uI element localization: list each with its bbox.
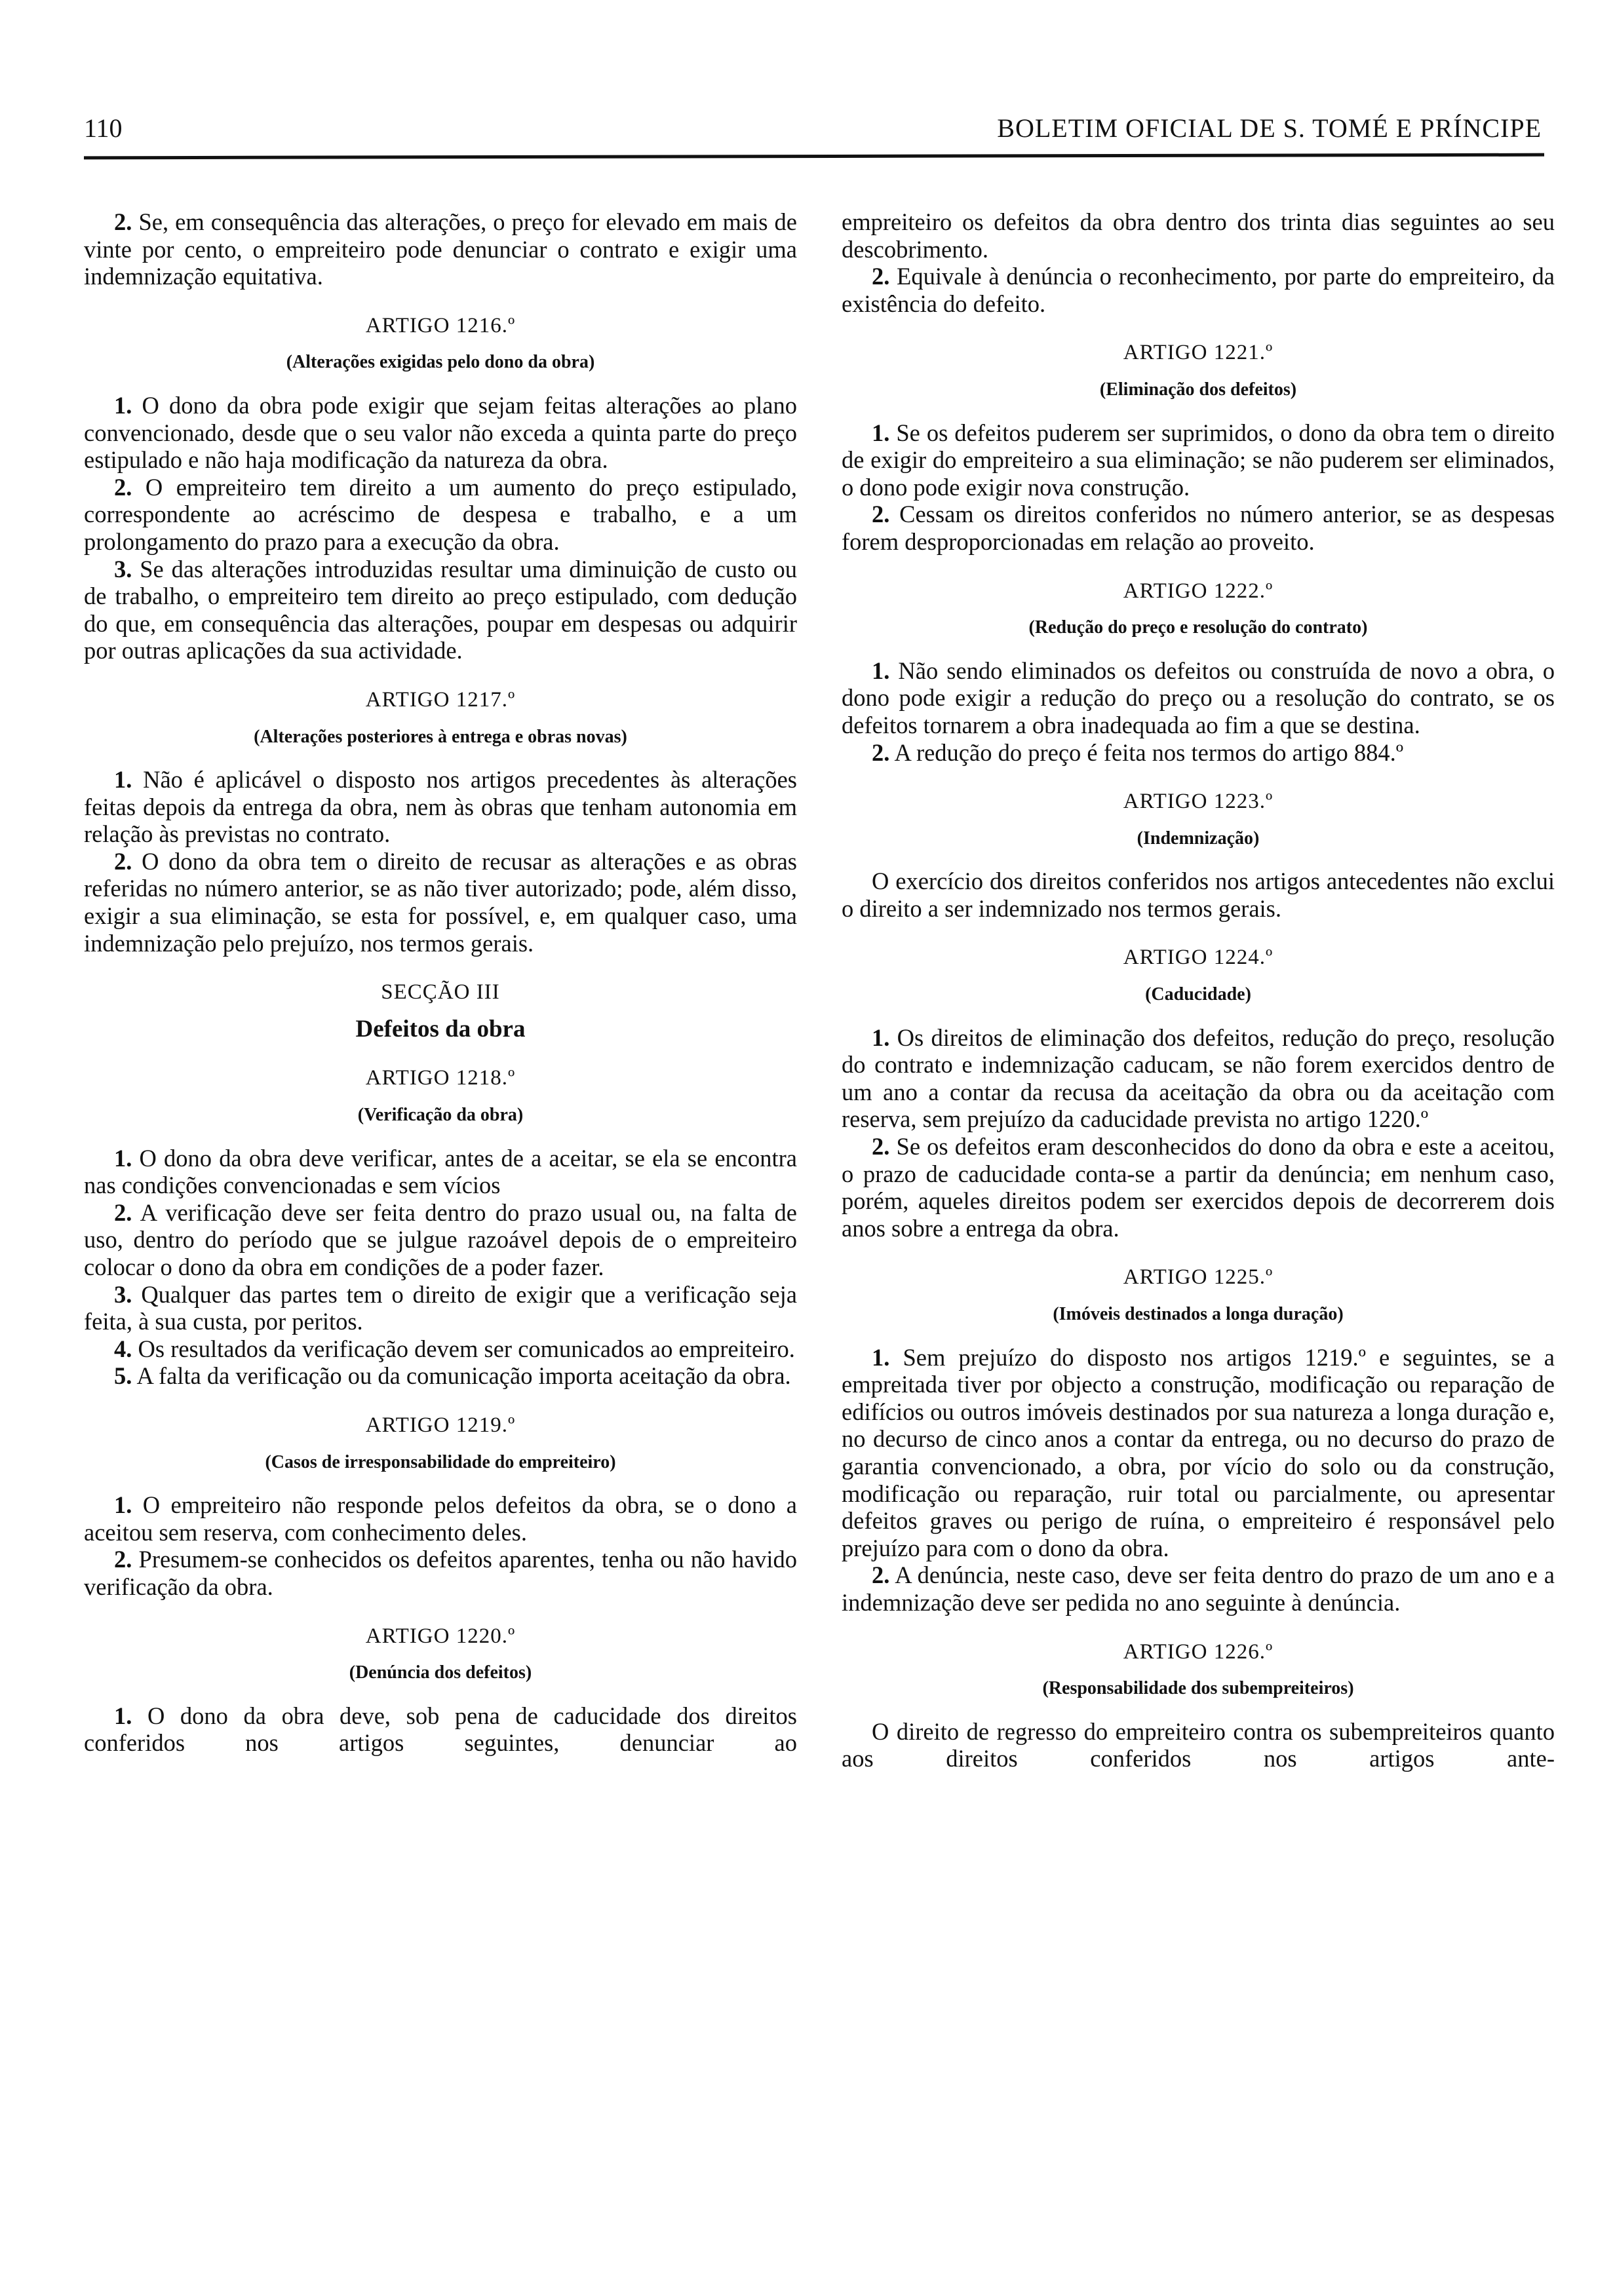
paragraph-text: A redução do preço é feita nos termos do artigo 884.º xyxy=(889,738,1404,766)
paragraph-number: 2. xyxy=(114,208,132,235)
paragraph-number: 4. xyxy=(114,1335,132,1362)
paragraph-number: 2. xyxy=(114,473,132,501)
paragraph-text: O direito de regresso do empreiteiro contra os subempreiteiros quanto aos direitos conferidos nos artigos ante- xyxy=(842,1717,1555,1772)
paragraph-text: O empreiteiro não responde pelos defeitos da obra, se o dono a aceitou sem reserva, com conhecimento deles. xyxy=(84,1491,797,1546)
article-title: (Denúncia dos defeitos) xyxy=(349,1662,532,1683)
paragraph xyxy=(84,1199,797,1281)
paragraph xyxy=(84,766,797,848)
paragraph-text: Se, em consequência das alterações, o preço for elevado em mais de vinte por cento, o empreiteiro pode denunciar o contrato e exigir uma indemnização equitativa. xyxy=(84,208,797,290)
paragraph xyxy=(84,208,797,290)
paragraph-text: empreiteiro os defeitos da obra dentro dos trinta dias seguintes ao seu descobrimento. xyxy=(842,208,1555,263)
paragraph xyxy=(842,1344,1555,1562)
paragraph xyxy=(842,868,1555,922)
paragraph-text: A denúncia, neste caso, deve ser feita dentro do prazo de um ano e a indemnização deve ser pedida no ano seguinte à denúncia. xyxy=(842,1561,1555,1616)
article-title: (Alterações posteriores à entrega e obras novas) xyxy=(254,726,627,747)
paragraph-number: 1. xyxy=(114,1144,132,1172)
paragraph-text: O dono da obra tem o direito de recusar as alterações e as obras referidas no número anterior, se as não tiver autorizado; pode, além disso, exigir a sua eliminação, se esta for possível, e, em qualquer caso, uma indemnização pelo prejuízo, nos termos gerais. xyxy=(84,847,797,957)
page-number: 110 xyxy=(84,113,123,143)
article-title: (Indemnização) xyxy=(1137,828,1260,849)
article-number: ARTIGO 1223.º xyxy=(1123,790,1274,814)
paragraph xyxy=(84,1145,797,1199)
paragraph xyxy=(842,1133,1555,1242)
paragraph-number: 1. xyxy=(872,657,890,684)
paragraph-number: 2. xyxy=(114,1198,132,1226)
paragraph-number: 1. xyxy=(872,1343,890,1371)
article-title: (Redução do preço e resolução do contrato) xyxy=(1028,617,1368,638)
paragraph-text: O dono da obra deve, sob pena de caducidade dos direitos conferidos nos artigos seguintes, denunciar ao xyxy=(84,1702,797,1757)
paragraph xyxy=(842,1561,1555,1616)
paragraph-number: 1. xyxy=(114,766,132,794)
paragraph-text: Se das alterações introduzidas resultar uma diminuição de custo ou de trabalho, o empreiteiro tem direito ao preço estipulado, com dedução do que, em consequência das alterações, poupar em despesas ou adquirir por outras aplicações da sua actividade. xyxy=(84,555,797,664)
paragraph-text: O empreiteiro tem direito a um aumento do preço estipulado, correspondente ao acréscimo de despesa e trabalho, e a um prolongamento do prazo para a execução da obra. xyxy=(84,473,797,555)
left-column xyxy=(84,208,797,1757)
paragraph-text: O dono da obra pode exigir que sejam feitas alterações ao plano convencionado, desde que o seu valor não exceda a quinta parte do preço estipulado e não haja modificação da natureza da obra. xyxy=(84,391,797,474)
article-number: ARTIGO 1219.º xyxy=(365,1413,516,1437)
paragraph-text: O exercício dos direitos conferidos nos artigos antecedentes não exclui o direito a ser indemnizado nos termos gerais. xyxy=(842,868,1555,922)
paragraph xyxy=(842,657,1555,739)
paragraph-text: Os resultados da verificação devem ser comunicados ao empreiteiro. xyxy=(132,1335,795,1362)
article-title: (Imóveis destinados a longa duração) xyxy=(1053,1304,1344,1324)
article-title: (Caducidade) xyxy=(1145,984,1251,1005)
paragraph-number: 2. xyxy=(872,501,890,528)
paragraph-text: Equivale à denúncia o reconhecimento, por parte do empreiteiro, da existência do defeito. xyxy=(842,263,1555,317)
paragraph-number: 2. xyxy=(872,738,890,766)
article-title: (Verificação da obra) xyxy=(357,1105,524,1126)
article-number: ARTIGO 1226.º xyxy=(1123,1639,1274,1664)
paragraph-number: 1. xyxy=(114,1491,132,1519)
paragraph xyxy=(84,1702,797,1757)
paragraph-number: 2. xyxy=(114,1546,132,1573)
article-title: (Responsabilidade dos subempreiteiros) xyxy=(1042,1678,1354,1699)
paragraph xyxy=(842,1024,1555,1133)
paragraph xyxy=(842,739,1555,767)
paragraph xyxy=(842,501,1555,555)
right-column xyxy=(842,208,1555,1772)
paragraph xyxy=(84,848,797,957)
paragraph-text: Se os defeitos eram desconhecidos do dono da obra e este a aceitou, o prazo de caducidade conta-se a partir da denúncia; em nenhum caso, porém, aqueles direitos podem ser exercidos depois de decorrerem dois anos sobre a entrega da obra. xyxy=(842,1133,1555,1242)
paragraph xyxy=(84,1335,797,1363)
article-number: ARTIGO 1218.º xyxy=(365,1066,516,1090)
paragraph-text: Se os defeitos puderem ser suprimidos, o dono da obra tem o direito de exigir do empreiteiro a sua eliminação; se não puderem ser eliminados, o dono pode exigir nova construção. xyxy=(842,419,1555,501)
article-title: (Casos de irresponsabilidade do empreiteiro) xyxy=(265,1451,616,1472)
paragraph-text: O dono da obra deve verificar, antes de a aceitar, se ela se encontra nas condições convencionadas e sem vícios xyxy=(84,1144,797,1199)
paragraph xyxy=(842,419,1555,501)
article-number: ARTIGO 1224.º xyxy=(1123,946,1274,970)
paragraph xyxy=(84,392,797,474)
paragraph xyxy=(842,208,1555,263)
section-label: SECÇÃO III xyxy=(381,980,500,1004)
article-number: ARTIGO 1222.º xyxy=(1123,579,1274,603)
paragraph-text: A verificação deve ser feita dentro do prazo usual ou, na falta de uso, dentro do período que se julgue razoável depois de o empreiteiro colocar o dono da obra em condições de a poder fazer. xyxy=(84,1198,797,1280)
paragraph-text: Sem prejuízo do disposto nos artigos 1219.º e seguintes, se a empreitada tiver por objecto a construção, modificação ou reparação de edifícios ou outros imóveis destinados por sua natureza a longa duração e, no decurso de cinco anos a contar da entrega, ou no decurso do prazo de garantia convencionado, a obra, por vício do solo ou da construção, modificação ou reparação, ruir total ou parcialmente, ou apresentar defeitos graves ou perigo de ruína, o empreiteiro é responsável pelo prejuízo para com o dono da obra. xyxy=(842,1343,1555,1561)
paragraph-text: Não sendo eliminados os defeitos ou construída de novo a obra, o dono pode exigir a redução do preço ou a resolução do contrato, se os defeitos tornarem a obra inadequada ao fim a que se destina. xyxy=(842,657,1555,738)
section-heading: Defeitos da obra xyxy=(355,1015,526,1043)
page-header xyxy=(84,105,1542,151)
header-rule xyxy=(84,153,1544,160)
paragraph xyxy=(842,1718,1555,1772)
article-number: ARTIGO 1217.º xyxy=(365,687,516,712)
article-title: (Alterações exigidas pelo dono da obra) xyxy=(286,352,595,373)
paragraph-number: 2. xyxy=(872,263,890,290)
paragraph-number: 2. xyxy=(872,1561,890,1589)
running-title: BOLETIM OFICIAL DE S. TOMÉ E PRÍNCIPE xyxy=(997,113,1542,143)
paragraph xyxy=(84,1546,797,1600)
paragraph-text: Cessam os direitos conferidos no número anterior, se as despesas forem desproporcionadas em relação ao proveito. xyxy=(842,501,1555,555)
paragraph-number: 3. xyxy=(114,555,132,583)
paragraph-number: 5. xyxy=(114,1362,132,1390)
article-number: ARTIGO 1216.º xyxy=(365,313,516,337)
paragraph-number: 1. xyxy=(872,419,890,446)
paragraph xyxy=(84,1491,797,1546)
article-number: ARTIGO 1221.º xyxy=(1123,341,1274,365)
paragraph-text: Presumem-se conhecidos os defeitos aparentes, tenha ou não havido verificação da obra. xyxy=(84,1546,797,1600)
paragraph xyxy=(84,1281,797,1335)
paragraph xyxy=(84,1362,797,1390)
paragraph xyxy=(84,474,797,556)
article-number: ARTIGO 1225.º xyxy=(1123,1265,1274,1290)
paragraph-number: 1. xyxy=(114,1702,132,1729)
paragraph-number: 1. xyxy=(872,1024,890,1051)
paragraph-number: 3. xyxy=(114,1280,132,1308)
paragraph-number: 2. xyxy=(114,847,132,875)
paragraph-number: 1. xyxy=(114,391,132,419)
paragraph-text: Não é aplicável o disposto nos artigos precedentes às alterações feitas depois da entrega da obra, nem às obras que tenham autonomia em relação às previstas no contrato. xyxy=(84,766,797,848)
article-title: (Eliminação dos defeitos) xyxy=(1099,379,1297,400)
paragraph-number: 2. xyxy=(872,1133,890,1160)
paragraph-text: Qualquer das partes tem o direito de exigir que a verificação seja feita, à sua custa, por peritos. xyxy=(84,1280,797,1335)
paragraph-text: Os direitos de eliminação dos defeitos, redução do preço, resolução do contrato e indemnização caducam, se não forem exercidos dentro de um ano a contar da recusa da aceitação da obra ou da aceitação com reserva, sem prejuízo da caducidade prevista no artigo 1220.º xyxy=(842,1024,1555,1133)
article-number: ARTIGO 1220.º xyxy=(365,1624,516,1648)
paragraph xyxy=(842,263,1555,317)
paragraph xyxy=(84,556,797,664)
paragraph-text: A falta da verificação ou da comunicação importa aceitação da obra. xyxy=(132,1362,791,1390)
